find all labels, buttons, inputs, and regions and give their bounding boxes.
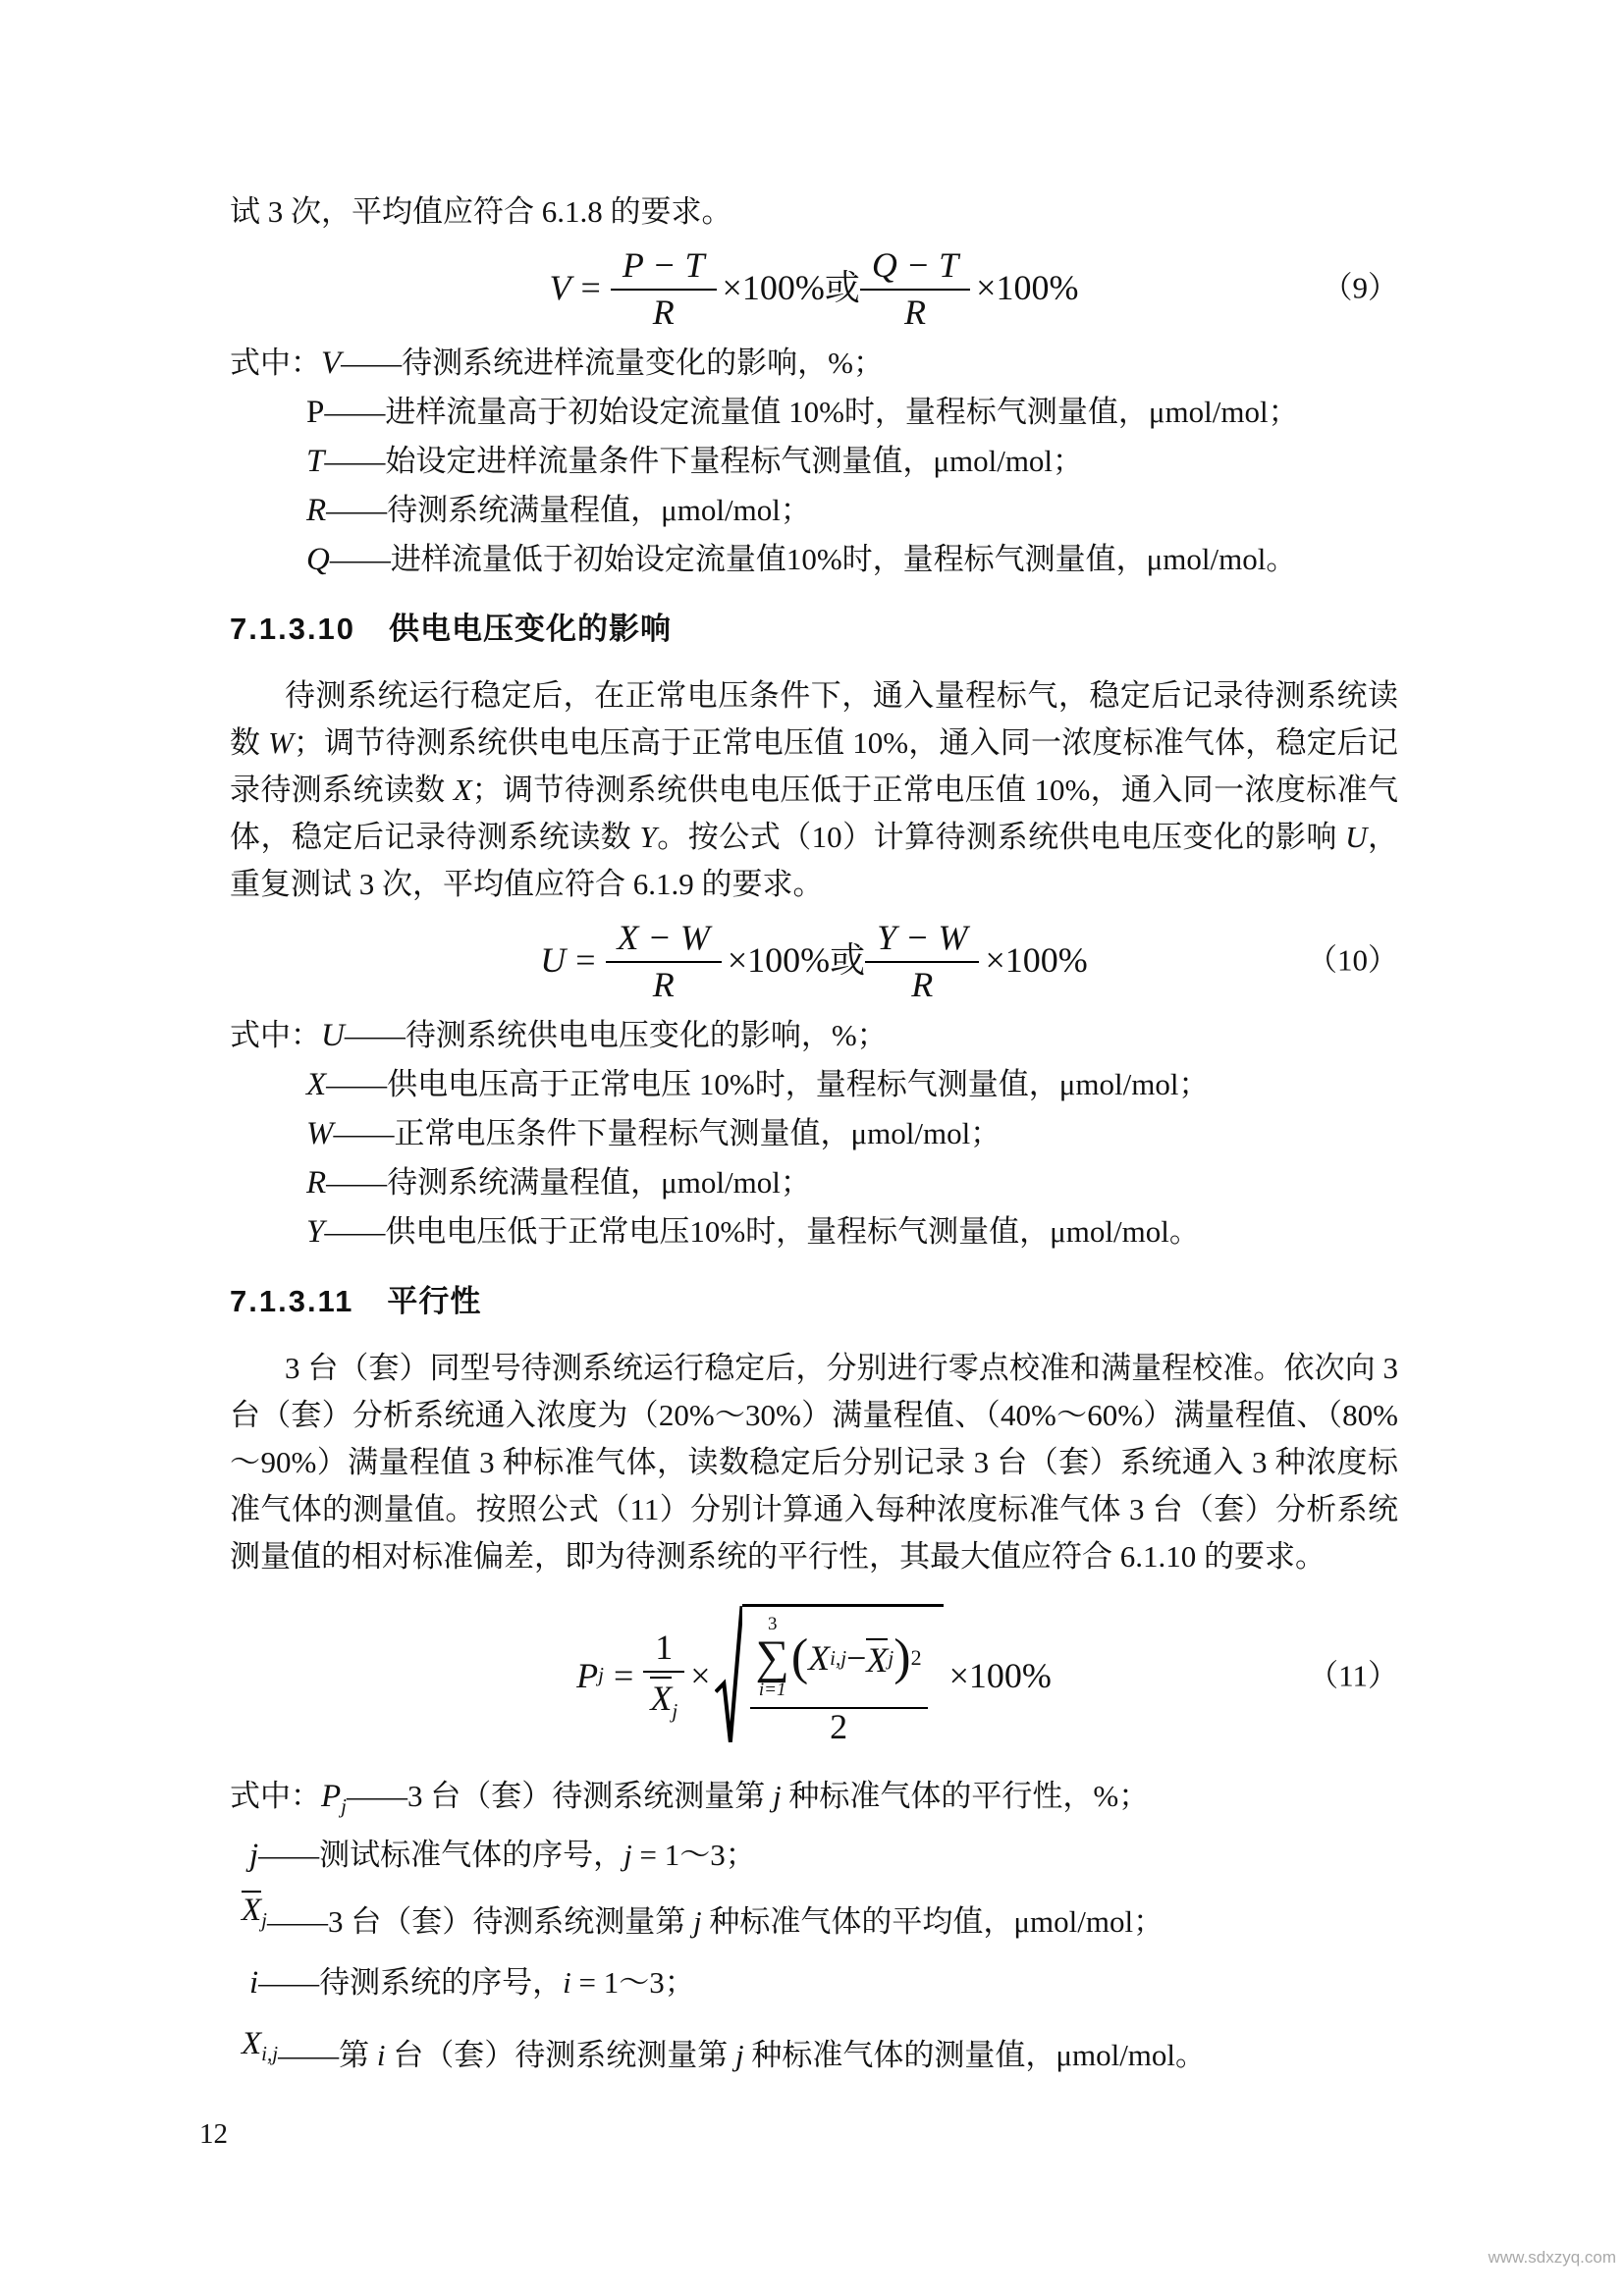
inline-text: ——第: [278, 2038, 377, 2073]
formula-9: [230, 236, 1398, 339]
def-symbol-subscript: j: [341, 1794, 348, 1819]
mean-subscript: j: [888, 1645, 894, 1670]
formula-10-lhs: U: [540, 939, 567, 980]
def-symbol-group: [242, 2017, 278, 2080]
right-paren: ): [893, 1629, 911, 1685]
def-description: ——进样流量高于初始设定流量值 10%时，量程标气测量值，μmol/mol；: [324, 395, 1299, 429]
fraction: [606, 918, 722, 1002]
inline-text: ，重复测试 3 次，平均值应符合 6.1.9 的要求。: [230, 820, 1399, 901]
def-prefix: 式中：: [230, 346, 321, 380]
formula-11-body: [576, 1604, 1052, 1745]
inline-variable: Y: [639, 820, 657, 854]
def-symbol: P: [321, 1779, 342, 1814]
definition-row: [230, 1060, 1398, 1109]
def-symbol: R: [306, 493, 327, 528]
or-word: 或: [830, 939, 866, 980]
formula-11-definitions: [230, 1772, 1398, 2093]
def-symbol: Q: [306, 542, 330, 577]
def-description: ——供电电压低于正常电压10%时，量程标气测量值，μmol/mol。: [324, 1214, 1200, 1249]
inner-fraction-denominator: 2: [830, 1706, 848, 1746]
definition-row: [230, 437, 1398, 486]
def-description: [347, 1779, 1149, 1813]
fraction-numerator: P − T: [611, 245, 717, 291]
definition-row: [230, 1958, 1398, 2007]
definition-row: [230, 1772, 1398, 1831]
sigma-icon: ∑: [755, 1631, 789, 1684]
times-sign: ×: [690, 1655, 711, 1695]
lhs-subscript: j: [598, 1663, 604, 1686]
def-symbol: X: [306, 1067, 327, 1102]
inline-text: ；调节待测系统供电电压高于正常电压值 10%，通入同一浓度标准气体，稳定后记录待测系统读数: [230, 725, 1398, 807]
sum-upper-limit: 3: [767, 1614, 778, 1635]
equals-sign: =: [575, 939, 596, 980]
exponent: 2: [910, 1645, 922, 1670]
inline-text: ——测试标准气体的序号，: [258, 1838, 624, 1873]
definition-row: [230, 1831, 1398, 1880]
equals-sign: =: [580, 267, 601, 307]
def-symbol-subscript: i,j: [261, 2042, 279, 2066]
definition-row: [230, 486, 1398, 535]
def-prefix: 式中：: [230, 1018, 321, 1052]
def-description: ——待测系统供电电压变化的影响，%；: [344, 1018, 888, 1052]
fraction: [865, 918, 979, 1002]
inline-text: ；调节待测系统供电电压低于正常电压值 10%，通入同一浓度标准气体，稳定后记录待测系统读数: [230, 773, 1398, 854]
def-symbol: U: [321, 1018, 345, 1053]
section-heading-7-1-3-11: [230, 1280, 1398, 1323]
fraction-denominator: R: [652, 292, 675, 332]
fraction-numerator: 1: [643, 1628, 684, 1673]
formula-10: [230, 908, 1398, 1011]
inline-text: 待测系统运行稳定后，在正常电压条件下，通入量程标气，稳定后记录待测系统读数: [230, 678, 1398, 760]
inline-text: ——3 台（套）待测系统测量第: [347, 1779, 774, 1813]
definition-row: [230, 1158, 1398, 1207]
def-description: ——待测系统满量程值，μmol/mol；: [326, 1165, 811, 1200]
inline-variable: U: [1345, 820, 1368, 854]
inline-variable: j: [773, 1779, 782, 1813]
fraction-numerator: Y − W: [865, 918, 979, 963]
inline-text: 台（套）待测系统测量第: [385, 2038, 735, 2073]
section-title: 供电电压变化的影响: [389, 612, 673, 646]
mean-base: X: [866, 1640, 889, 1680]
times-100-percent: ×100%: [722, 267, 825, 307]
inner-fraction: [750, 1614, 928, 1746]
inline-text: 种标准气体的测量值，μmol/mol。: [743, 2038, 1207, 2073]
formula-9-lhs: V: [549, 267, 571, 307]
section-heading-7-1-3-10: [230, 608, 1398, 651]
definition-row: [230, 1109, 1398, 1158]
fraction-denominator: $X_j$: [650, 1679, 678, 1724]
radicand: [742, 1604, 944, 1745]
fraction-denominator: R: [911, 964, 934, 1004]
formula-10-number: （10）: [1307, 942, 1398, 977]
definition-row: [230, 1011, 1398, 1060]
inline-text: = 1～3；: [631, 1838, 756, 1873]
section-title: 平行性: [387, 1284, 482, 1318]
summation: [756, 1615, 789, 1700]
radical-sign-icon: [715, 1604, 742, 1745]
inline-variable: W: [268, 725, 294, 760]
def-symbol-subscript: j: [261, 1908, 268, 1933]
def-symbol: R: [306, 1165, 327, 1201]
def-symbol: V: [321, 346, 342, 381]
paragraph-7-1-3-11: 3 台（套）同型号待测系统运行稳定后，分别进行零点校准和满量程校准。依次向 3 台（套）分析系统通入浓度为（20%～30%）满量程值、（40%～60%）满量程值、（80%～90%）满量程值 3 种标准气体，读数稳定后分别记录 3 台（套）系统通入 3 种浓度标准气体的测量值。按照公式（11）分别计算通入每种浓度标准气体 3 台（套）分析系统测量值的相对标准偏差，即为待测系统的平行性，其最大值应符合 6.1.10 的要求。: [230, 1351, 1398, 1574]
def-symbol: X: [242, 2026, 262, 2062]
fraction-denominator: R: [903, 292, 926, 332]
inline-text: = 1～3；: [570, 1965, 695, 2001]
def-symbol: X: [242, 1893, 262, 1929]
def-prefix: 式中：: [230, 1779, 321, 1813]
formula-11: [230, 1594, 1398, 1756]
sum-lower-limit: i=1: [758, 1679, 786, 1700]
inline-variable: j: [693, 1904, 702, 1940]
equals-sign: =: [613, 1655, 634, 1695]
definition-row: [230, 2007, 1398, 2092]
def-symbol: T: [306, 444, 325, 479]
fraction: [611, 245, 717, 330]
def-description: ——正常电压条件下量程标气测量值，μmol/mol；: [333, 1116, 1001, 1150]
inline-text: ——3 台（套）待测系统测量第: [267, 1904, 694, 1940]
left-paren: (: [790, 1629, 809, 1685]
definition-row: [230, 339, 1398, 388]
times-100-percent: ×100%: [976, 267, 1079, 307]
formula-11-number: （11）: [1308, 1658, 1398, 1692]
inline-variable: j: [734, 2038, 744, 2073]
inline-text: 种标准气体的平均值，μmol/mol；: [701, 1904, 1164, 1940]
inner-fraction-numerator: [750, 1615, 928, 1708]
def-description: [258, 1965, 695, 2000]
inline-text: 。按公式（10）计算待测系统供电电压变化的影响: [656, 820, 1346, 854]
def-description: ——待测系统进样流量变化的影响，%；: [341, 346, 884, 380]
formula-9-body: [550, 245, 1079, 330]
intro-line: 试 3 次，平均值应符合 6.1.8 的要求。: [230, 194, 732, 229]
inline-variable: j: [623, 1838, 632, 1873]
fraction: [860, 245, 970, 330]
definition-row: [230, 1880, 1398, 1958]
or-word: 或: [824, 267, 860, 307]
def-symbol: W: [306, 1116, 334, 1151]
def-description: ——始设定进样流量条件下量程标气测量值，μmol/mol；: [324, 444, 1084, 478]
def-symbol: j: [249, 1838, 259, 1874]
def-symbol: P: [306, 395, 325, 430]
section-number: 7.1.3.11: [230, 1284, 354, 1318]
times-100-percent: ×100%: [727, 939, 831, 980]
minus-sign: −: [846, 1638, 867, 1678]
def-description: ——供电电压高于正常电压 10%时，量程标气测量值，μmol/mol；: [326, 1067, 1210, 1101]
formula-10-definitions: [230, 1011, 1398, 1256]
term-base: X: [808, 1638, 831, 1678]
times-100-percent: ×100%: [948, 1655, 1052, 1695]
mean-reciprocal-fraction: [643, 1628, 684, 1722]
term-subscript: i,j: [830, 1645, 847, 1670]
formula-9-number: （9）: [1322, 270, 1398, 304]
overline: [242, 1891, 261, 1927]
fraction-denominator: R: [652, 964, 675, 1004]
def-description: ——待测系统满量程值，μmol/mol；: [326, 493, 811, 527]
def-description: ——进样流量低于初始设定流量值10%时，量程标气测量值，μmol/mol。: [329, 542, 1297, 576]
definition-row: [230, 388, 1398, 437]
definition-row: [230, 1207, 1398, 1256]
def-symbol: i: [249, 1965, 259, 2002]
def-symbol-group: [242, 1884, 267, 1947]
def-description: [267, 1904, 1164, 1939]
def-description: [258, 1838, 756, 1872]
formula-11-lhs: P: [576, 1655, 599, 1695]
watermark: www.sdxzyq.com: [1488, 2248, 1616, 2267]
overline: [866, 1638, 888, 1678]
formula-10-body: [540, 918, 1088, 1002]
definition-row: [230, 535, 1398, 584]
def-description: [278, 2038, 1206, 2072]
page-number: 12: [199, 2118, 228, 2150]
formula-9-definitions: [230, 339, 1398, 584]
inline-variable: i: [376, 2038, 386, 2073]
inline-text: 种标准气体的平行性，%；: [781, 1779, 1150, 1813]
paragraph-7-1-3-10: [230, 672, 1398, 908]
times-100-percent: ×100%: [985, 939, 1088, 980]
page-content: [230, 0, 1398, 2093]
fraction-numerator: X − W: [606, 918, 722, 963]
section-number: 7.1.3.10: [230, 612, 356, 646]
def-symbol: Y: [306, 1214, 325, 1250]
fraction-numerator: Q − T: [860, 245, 970, 291]
inline-variable: X: [453, 773, 472, 807]
square-root: [715, 1604, 944, 1745]
inline-text: ——待测系统的序号，: [258, 1965, 564, 2001]
inline-variable: i: [563, 1965, 571, 2001]
overline: X: [650, 1679, 673, 1719]
